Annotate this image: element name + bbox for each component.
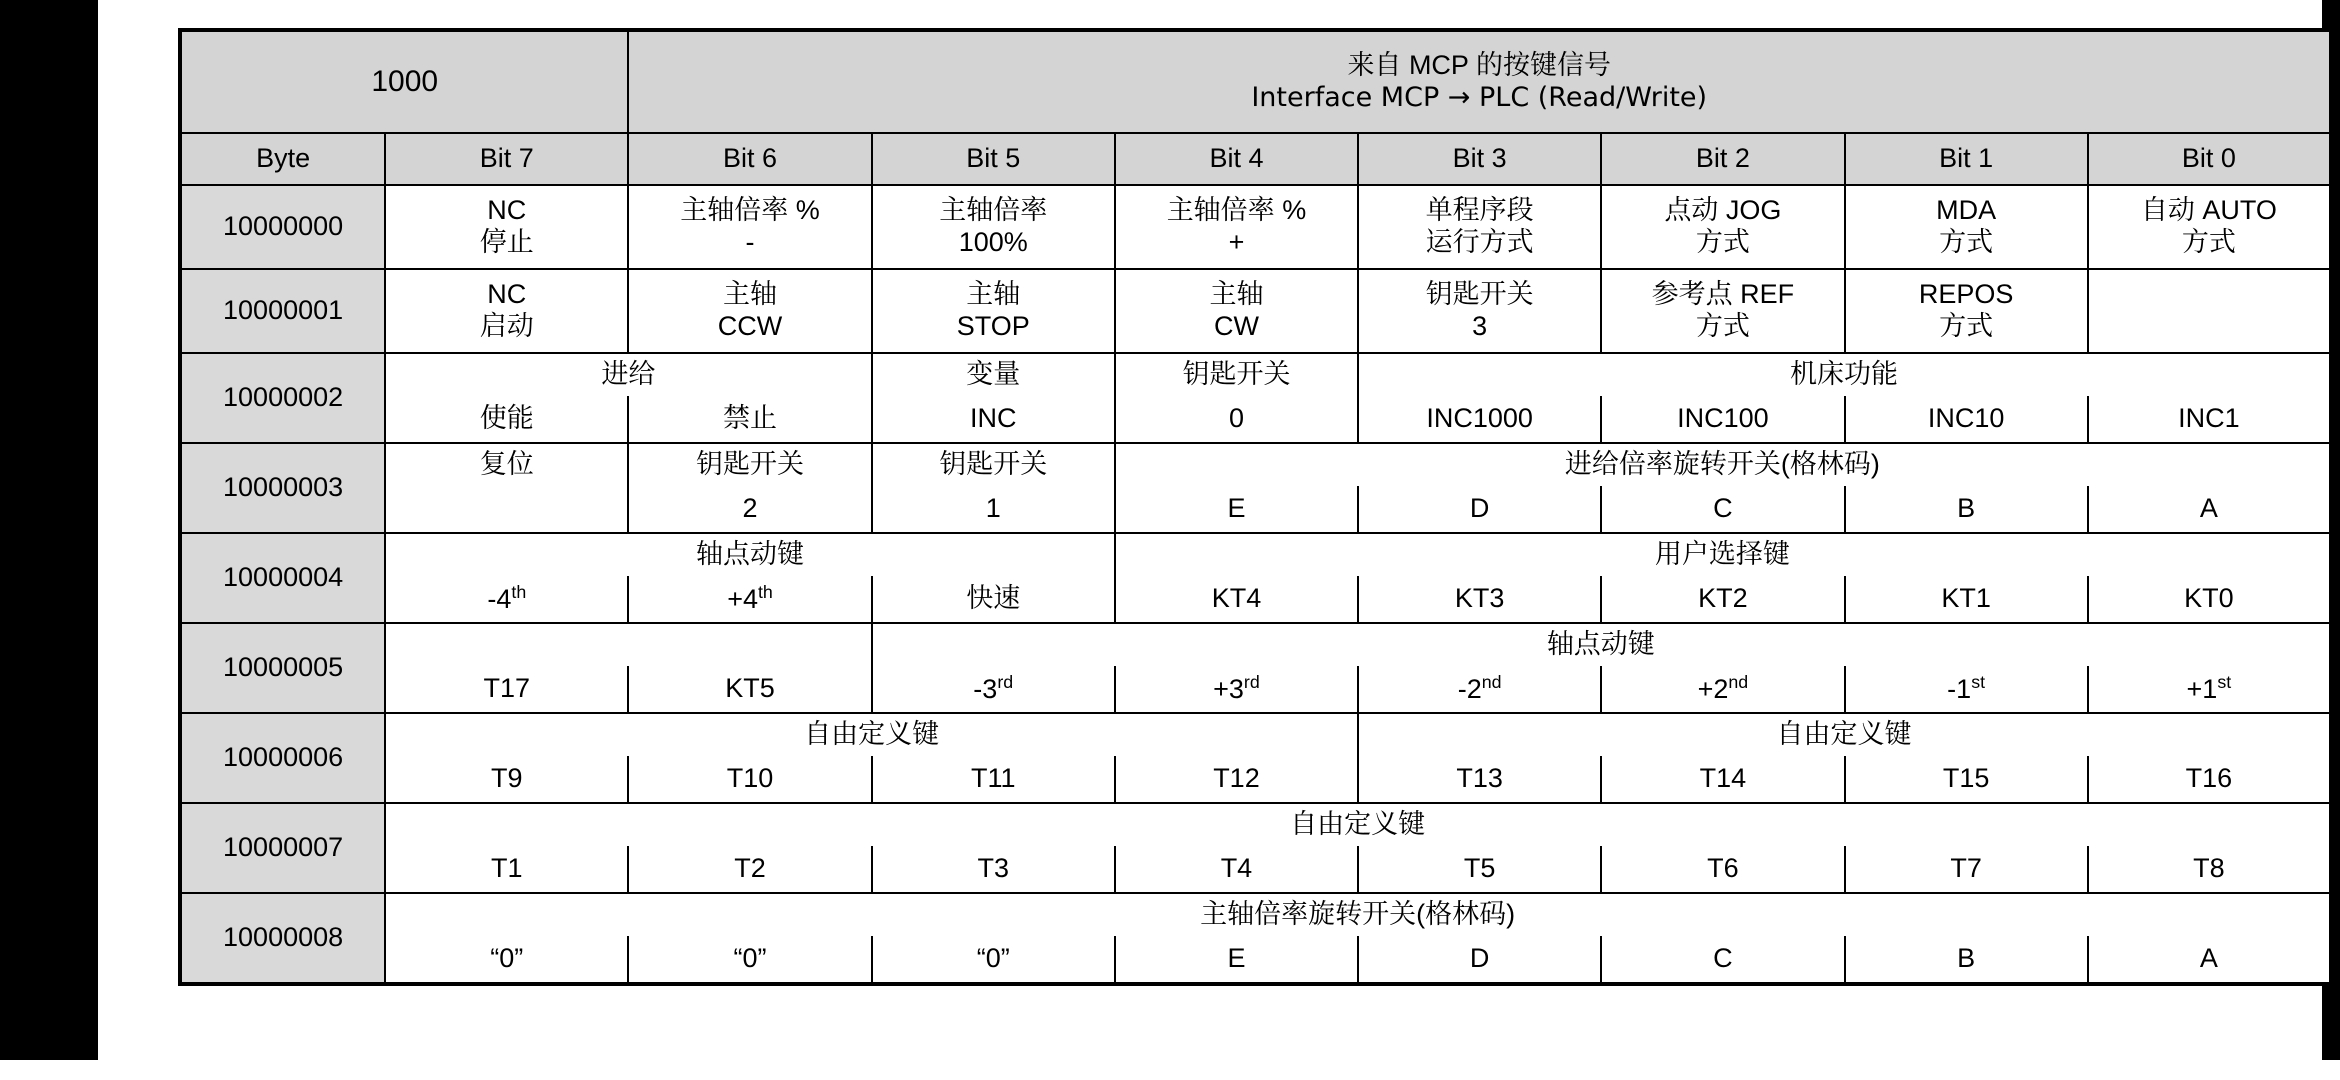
signal-cell: [385, 486, 628, 533]
signal-cell: A: [2088, 486, 2331, 533]
group-title-cell: 钥匙开关: [1115, 353, 1358, 396]
table-row-sub-labels: [180, 846, 2331, 893]
signal-cell: 单程序段 运行方式: [1358, 185, 1601, 269]
signal-cell: 自动 AUTO 方式: [2088, 185, 2331, 269]
signal-cell: 主轴 STOP: [872, 269, 1115, 353]
signal-cell: 主轴倍率 100%: [872, 185, 1115, 269]
group-title-cell: 机床功能: [1358, 353, 2331, 396]
signal-cell: KT1: [1845, 576, 2088, 623]
signal-cell: 快速: [872, 576, 1115, 623]
header-title: [628, 30, 2331, 133]
signal-cell: T10: [628, 756, 871, 803]
group-title-cell: 轴点动键: [872, 623, 2331, 666]
signal-cell: 主轴 CW: [1115, 269, 1358, 353]
signal-cell: +1st: [2088, 666, 2331, 713]
table-row-group-titles: [180, 713, 2331, 756]
signal-cell: 主轴 CCW: [628, 269, 871, 353]
signal-cell: 禁止: [628, 396, 871, 443]
table-row-group-titles: [180, 623, 2331, 666]
signal-cell: REPOS 方式: [1845, 269, 2088, 353]
left-black-margin: [0, 0, 98, 1060]
signal-cell: E: [1115, 936, 1358, 984]
group-title-cell: 轴点动键: [385, 533, 1115, 576]
byte-address-cell: 10000003: [180, 443, 385, 533]
table-row-sub-labels: [180, 576, 2331, 623]
signal-cell: T7: [1845, 846, 2088, 893]
signal-cell: T5: [1358, 846, 1601, 893]
signal-cell: E: [1115, 486, 1358, 533]
signal-cell: T15: [1845, 756, 2088, 803]
signal-cell: T11: [872, 756, 1115, 803]
group-title-cell: 自由定义键: [385, 803, 2331, 846]
signal-table-container: [178, 28, 2338, 986]
signal-cell: T12: [1115, 756, 1358, 803]
signal-cell: T9: [385, 756, 628, 803]
signal-cell: T14: [1601, 756, 1844, 803]
group-title-cell: 钥匙开关: [628, 443, 871, 486]
byte-address-cell: 10000002: [180, 353, 385, 443]
signal-cell: T4: [1115, 846, 1358, 893]
column-header-bit2: Bit 2: [1601, 133, 1844, 185]
column-header-bit1: Bit 1: [1845, 133, 2088, 185]
group-title-cell: 自由定义键: [385, 713, 1358, 756]
byte-address-cell: 10000000: [180, 185, 385, 269]
group-title-cell: 用户选择键: [1115, 533, 2331, 576]
signal-cell: -4th: [385, 576, 628, 623]
signal-cell: A: [2088, 936, 2331, 984]
signal-cell: KT3: [1358, 576, 1601, 623]
table-row-sub-labels: [180, 396, 2331, 443]
signal-cell: 使能: [385, 396, 628, 443]
signal-cell: KT4: [1115, 576, 1358, 623]
signal-cell: 主轴倍率 % -: [628, 185, 871, 269]
group-title-cell: 变量: [872, 353, 1115, 396]
byte-address-cell: 10000004: [180, 533, 385, 623]
table-row-sub-labels: [180, 486, 2331, 533]
group-title-cell: 复位: [385, 443, 628, 486]
signal-cell: C: [1601, 486, 1844, 533]
signal-cell: “0”: [628, 936, 871, 984]
table-row-sub-labels: [180, 666, 2331, 713]
table-header-band: [180, 30, 2331, 133]
signal-cell: +4th: [628, 576, 871, 623]
signal-cell: 参考点 REF 方式: [1601, 269, 1844, 353]
signal-cell: 主轴倍率 % +: [1115, 185, 1358, 269]
table-row-sub-labels: [180, 936, 2331, 984]
group-title-cell: [385, 623, 871, 666]
group-title-cell: 进给: [385, 353, 871, 396]
signal-cell: KT2: [1601, 576, 1844, 623]
column-header-bit4: Bit 4: [1115, 133, 1358, 185]
signal-cell: NC 启动: [385, 269, 628, 353]
column-header-bit3: Bit 3: [1358, 133, 1601, 185]
signal-cell: 2: [628, 486, 871, 533]
group-title-cell: 主轴倍率旋转开关(格林码): [385, 893, 2331, 936]
signal-cell: T6: [1601, 846, 1844, 893]
column-header-bit5: Bit 5: [872, 133, 1115, 185]
column-header-bit6: Bit 6: [628, 133, 871, 185]
signal-cell: -1st: [1845, 666, 2088, 713]
signal-cell: INC1000: [1358, 396, 1601, 443]
signal-cell: -3rd: [872, 666, 1115, 713]
signal-cell: T3: [872, 846, 1115, 893]
signal-cell: NC 停止: [385, 185, 628, 269]
signal-cell: MDA 方式: [1845, 185, 2088, 269]
byte-address-cell: 10000001: [180, 269, 385, 353]
table-row: [180, 185, 2331, 269]
header-title-line1: 来自 MCP 的按键信号: [1347, 50, 1611, 81]
signal-cell: T1: [385, 846, 628, 893]
signal-cell: 1: [872, 486, 1115, 533]
signal-cell: -2nd: [1358, 666, 1601, 713]
table-row-group-titles: [180, 533, 2331, 576]
signal-cell: B: [1845, 486, 2088, 533]
signal-cell: T13: [1358, 756, 1601, 803]
signal-cell: C: [1601, 936, 1844, 984]
byte-address-cell: 10000005: [180, 623, 385, 713]
signal-cell: 点动 JOG 方式: [1601, 185, 1844, 269]
table-row-group-titles: [180, 803, 2331, 846]
byte-address-cell: 10000006: [180, 713, 385, 803]
signal-cell: T2: [628, 846, 871, 893]
column-header-bit0: Bit 0: [2088, 133, 2331, 185]
signal-cell: INC1: [2088, 396, 2331, 443]
signal-cell: INC: [872, 396, 1115, 443]
table-row: [180, 269, 2331, 353]
signal-cell: 钥匙开关 3: [1358, 269, 1601, 353]
signal-cell: +3rd: [1115, 666, 1358, 713]
table-row-group-titles: [180, 893, 2331, 936]
signal-cell: T8: [2088, 846, 2331, 893]
mcp-plc-signal-table: [178, 28, 2333, 986]
table-row-group-titles: [180, 353, 2331, 396]
signal-cell: B: [1845, 936, 2088, 984]
signal-cell: T17: [385, 666, 628, 713]
column-header-row: [180, 133, 2331, 185]
signal-cell: “0”: [872, 936, 1115, 984]
signal-cell: +2nd: [1601, 666, 1844, 713]
column-header-byte: Byte: [180, 133, 385, 185]
table-row-group-titles: [180, 443, 2331, 486]
signal-cell: INC10: [1845, 396, 2088, 443]
signal-cell: D: [1358, 486, 1601, 533]
group-title-cell: 自由定义键: [1358, 713, 2331, 756]
bottom-white-strip: [0, 1060, 2340, 1080]
group-title-cell: 钥匙开关: [872, 443, 1115, 486]
column-header-bit7: Bit 7: [385, 133, 628, 185]
signal-cell: [2088, 269, 2331, 353]
table-row-sub-labels: [180, 756, 2331, 803]
byte-address-cell: 10000007: [180, 803, 385, 893]
signal-cell: D: [1358, 936, 1601, 984]
signal-cell: T16: [2088, 756, 2331, 803]
signal-cell: INC100: [1601, 396, 1844, 443]
signal-cell: KT0: [2088, 576, 2331, 623]
header-title-line2: Interface MCP → PLC (Read/Write): [1251, 82, 1708, 113]
byte-address-cell: 10000008: [180, 893, 385, 984]
signal-cell: “0”: [385, 936, 628, 984]
signal-cell: 0: [1115, 396, 1358, 443]
header-left-code: 1000: [180, 30, 628, 133]
signal-cell: KT5: [628, 666, 871, 713]
group-title-cell: 进给倍率旋转开关(格林码): [1115, 443, 2331, 486]
